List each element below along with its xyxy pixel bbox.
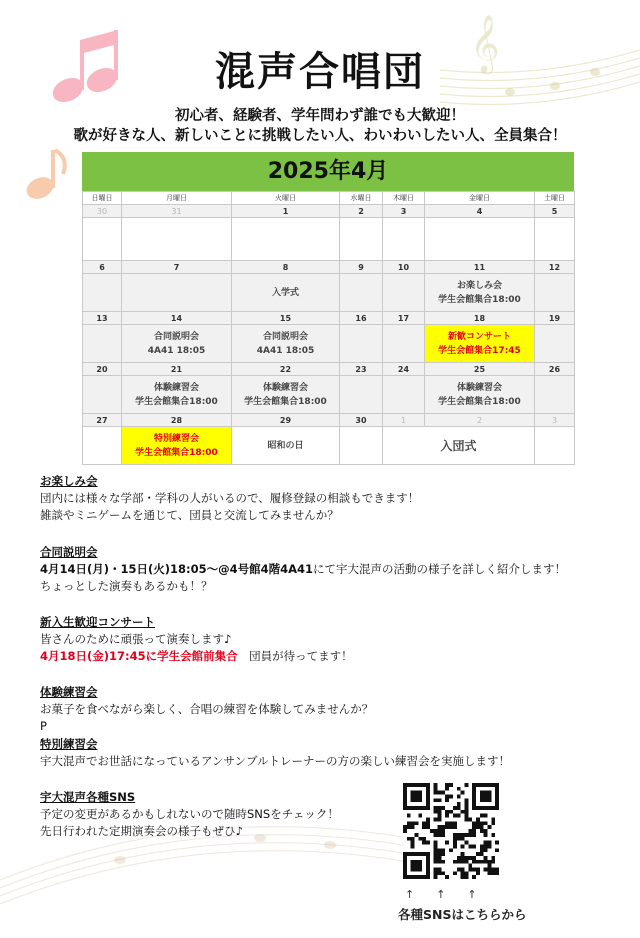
section-otanoshimi: [40, 473, 419, 524]
subtitle-line-2: 歌が好きな人、新しいことに挑戦したい人、わいわいしたい人、全員集合！: [73, 128, 567, 144]
calendar-grid: [82, 191, 575, 465]
weekday-mon: 月曜日: [122, 192, 232, 205]
event-cell: [425, 218, 535, 261]
date-cell: 8: [232, 261, 340, 274]
section-text: P: [40, 719, 47, 733]
section-text: お菓子を食べながら楽しく、合唱の練習を体験してみませんか？: [40, 702, 374, 716]
section-heading: 体験練習会: [40, 685, 98, 699]
event-cell: [535, 218, 575, 261]
date-cell: 5: [535, 205, 575, 218]
date-cell: 13: [83, 312, 122, 325]
event-cell: [340, 274, 383, 312]
date-cell: 17: [383, 312, 425, 325]
section-text: 先日行われた定期演奏会の様子もぜひ♪: [40, 824, 243, 838]
section-heading: 特別練習会: [40, 737, 98, 751]
date-cell: 3: [383, 205, 425, 218]
section-setsumeikai: [40, 544, 566, 595]
qr-caption: 各種SNSはこちらから: [398, 907, 527, 922]
week-2-events: [83, 274, 575, 312]
date-cell: 22: [232, 363, 340, 376]
date-cell: 26: [535, 363, 575, 376]
section-heading: お楽しみ会: [40, 474, 98, 488]
section-text: 宇大混声でお世話になっているアンサンブルトレーナーの方の楽しい練習会を実施します！: [40, 754, 510, 768]
date-cell: 19: [535, 312, 575, 325]
section-concert: [40, 614, 353, 665]
section-text: 皆さんのために頑張って演奏します♪: [40, 632, 232, 646]
event-taiken-21: 体験練習会 学生会館集合18:00: [122, 376, 232, 414]
week-1-events: [83, 218, 575, 261]
section-heading: 新入生歓迎コンサート: [40, 615, 155, 629]
event-cell: [383, 376, 425, 414]
event-cell: [383, 274, 425, 312]
date-cell: 30: [83, 205, 122, 218]
week-3-dates: [83, 312, 575, 325]
event-tokubetsu: 特別練習会 学生会館集合18:00: [122, 427, 232, 465]
date-cell: 20: [83, 363, 122, 376]
week-4-dates: [83, 363, 575, 376]
date-cell: 2: [425, 414, 535, 427]
weekday-thu: 木曜日: [383, 192, 425, 205]
section-heading: 宇大混声各種SNS: [40, 790, 136, 804]
date-cell: 27: [83, 414, 122, 427]
arrows-pointing-up: ↑ ↑ ↑: [405, 888, 477, 901]
svg-text:𝄞: 𝄞: [470, 14, 500, 72]
concert-meeting-time: 4月18日(金)17:45に学生会館前集合: [40, 649, 238, 663]
event-otanoshimikai: お楽しみ会 学生会館集合18:00: [425, 274, 535, 312]
event-cell: [83, 376, 122, 414]
week-3-events: [83, 325, 575, 363]
section-text: 雑談やミニゲームを通じて、団員と交流してみませんか？: [40, 508, 339, 522]
event-taiken-22: 体験練習会 学生会館集合18:00: [232, 376, 340, 414]
event-cell: [340, 427, 383, 465]
sns-qr-code[interactable]: [403, 783, 499, 879]
calendar-month-header: 2025年4月: [82, 152, 574, 191]
date-cell: 24: [383, 363, 425, 376]
subtitle-line-1: 初心者、経験者、学年問わず誰でも大歓迎！: [175, 108, 465, 124]
date-cell: 15: [232, 312, 340, 325]
week-2-dates: [83, 261, 575, 274]
event-setsumeikai-14: 合同説明会 4A41 18:05: [122, 325, 232, 363]
date-cell: 16: [340, 312, 383, 325]
weekday-row: [83, 192, 575, 205]
date-cell: 10: [383, 261, 425, 274]
date-cell: 11: [425, 261, 535, 274]
event-cell: [535, 325, 575, 363]
date-cell: 23: [340, 363, 383, 376]
week-4-events: [83, 376, 575, 414]
week-1-dates: [83, 205, 575, 218]
event-cell: [83, 274, 122, 312]
date-cell: 1: [232, 205, 340, 218]
date-cell: 7: [122, 261, 232, 274]
event-cell: [122, 218, 232, 261]
event-nyudanshiki: 入団式: [383, 427, 535, 465]
date-cell: 31: [122, 205, 232, 218]
event-taiken-25: 体験練習会 学生会館集合18:00: [425, 376, 535, 414]
weekday-sat: 土曜日: [535, 192, 575, 205]
setsumeikai-desc: にて宇大混声の活動の様子を詳しく紹介します！: [313, 562, 567, 576]
date-cell: 6: [83, 261, 122, 274]
date-cell: 30: [340, 414, 383, 427]
event-cell: [83, 427, 122, 465]
date-cell: 25: [425, 363, 535, 376]
concert-desc: 団員が待ってます！: [237, 649, 353, 663]
event-cell: [535, 427, 575, 465]
section-taiken: [40, 684, 373, 735]
section-text: 団内には様々な学部・学科の人がいるので、履修登録の相談もできます！: [40, 491, 420, 505]
date-cell: 2: [340, 205, 383, 218]
date-cell: 18: [425, 312, 535, 325]
date-cell: 12: [535, 261, 575, 274]
section-text: 予定の変更があるかもしれないので随時SNSをチェック！: [40, 807, 339, 821]
event-showa-no-hi: 昭和の日: [232, 427, 340, 465]
event-shinkan-concert: 新歓コンサート 学生会館集合17:45: [425, 325, 535, 363]
event-cell: [122, 274, 232, 312]
date-cell: 4: [425, 205, 535, 218]
section-heading: 合同説明会: [40, 545, 98, 559]
event-cell: [83, 325, 122, 363]
section-sns: [40, 789, 339, 840]
section-text: ちょっとした演奏もあるかも！？: [40, 579, 213, 593]
date-cell: 29: [232, 414, 340, 427]
weekday-wed: 水曜日: [340, 192, 383, 205]
event-cell: [83, 218, 122, 261]
setsumeikai-datetime: 4月14日(月)・15日(火)18:05～@4号館4階4A41: [40, 562, 314, 576]
section-tokubetsu: [40, 736, 510, 770]
weekday-fri: 金曜日: [425, 192, 535, 205]
event-cell: [340, 218, 383, 261]
weekday-tue: 火曜日: [232, 192, 340, 205]
event-cell: [340, 376, 383, 414]
event-cell: [535, 274, 575, 312]
section-text: [40, 561, 566, 578]
weekday-sun: 日曜日: [83, 192, 122, 205]
date-cell: 28: [122, 414, 232, 427]
section-text: [40, 648, 353, 665]
event-cell: [232, 218, 340, 261]
date-cell: 14: [122, 312, 232, 325]
week-5-dates: [83, 414, 575, 427]
date-cell: 3: [535, 414, 575, 427]
calendar: [82, 152, 574, 465]
event-cell: [340, 325, 383, 363]
page-title: 混声合唱団: [215, 49, 425, 95]
week-5-events: [83, 427, 575, 465]
date-cell: 21: [122, 363, 232, 376]
event-cell: [383, 325, 425, 363]
date-cell: 9: [340, 261, 383, 274]
event-cell: [535, 376, 575, 414]
event-nyugakushiki: 入学式: [232, 274, 340, 312]
event-cell: [383, 218, 425, 261]
date-cell: 1: [383, 414, 425, 427]
event-setsumeikai-15: 合同説明会 4A41 18:05: [232, 325, 340, 363]
